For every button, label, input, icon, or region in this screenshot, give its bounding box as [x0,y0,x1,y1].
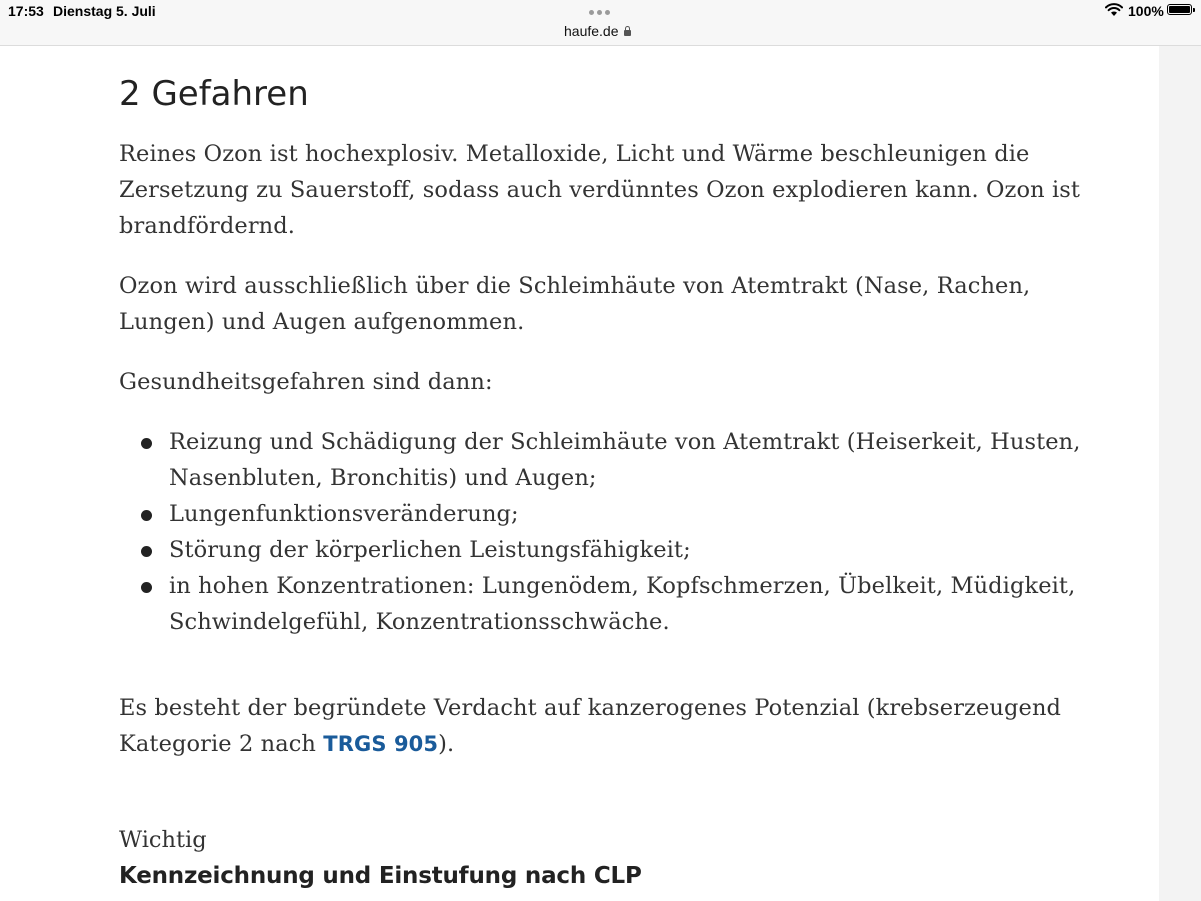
more-dots-icon[interactable] [589,10,613,16]
bullet-icon [141,438,152,449]
paragraph-explosive: Reines Ozon ist hochexplosiv. Metalloxide, Licht und Wärme beschleunigen die Zersetzung zu Sauerstoff, sodass auch verdünntes Ozon explodieren kann. Ozon ist brandfördernd. [119,141,1081,239]
health-hazards-list [119,424,1119,640]
article-content [119,46,1119,894]
battery-percent: 100% [1128,3,1164,19]
status-date: Dienstag 5. Juli [53,3,156,19]
paragraph-health-intro: Gesundheitsgefahren sind dann: [119,369,493,395]
section-heading: 2 Gefahren [119,74,309,114]
wifi-icon [1105,3,1123,17]
trgs-905-link[interactable]: TRGS 905 [323,732,439,756]
list-item: Störung der körperlichen Leistungsfähigkeit; [119,532,1119,568]
status-time: 17:53 [8,3,44,19]
paragraph-carcinogenic: Es besteht der begründete Verdacht auf kanzerogenes Potenzial (krebserzeugend Kategorie 2 nach TRGS 905). [119,695,1062,757]
battery-icon [1167,4,1192,15]
bullet-icon [141,582,152,593]
address-url: haufe.de [564,23,619,39]
lock-icon [623,27,632,36]
side-strip [1159,46,1201,901]
address-bar[interactable] [564,23,632,39]
list-item: Lungenfunktionsveränderung; [119,496,1119,532]
paragraph-absorption: Ozon wird ausschließlich über die Schleimhäute von Atemtrakt (Nase, Rachen, Lungen) und Augen aufgenommen. [119,273,1031,335]
bullet-icon [141,546,152,557]
bullet-icon [141,510,152,521]
list-item: in hohen Konzentrationen: Lungenödem, Kopfschmerzen, Übelkeit, Müdigkeit, Schwindelgefühl, Konzentrationsschwäche. [119,568,1119,640]
status-bar [0,0,1201,46]
list-item: Reizung und Schädigung der Schleimhäute von Atemtrakt (Heiserkeit, Husten, Nasenbluten, Bronchitis) und Augen; [119,424,1119,496]
note-label: Wichtig [119,827,207,853]
note-title: Kennzeichnung und Einstufung nach CLP [119,863,642,889]
